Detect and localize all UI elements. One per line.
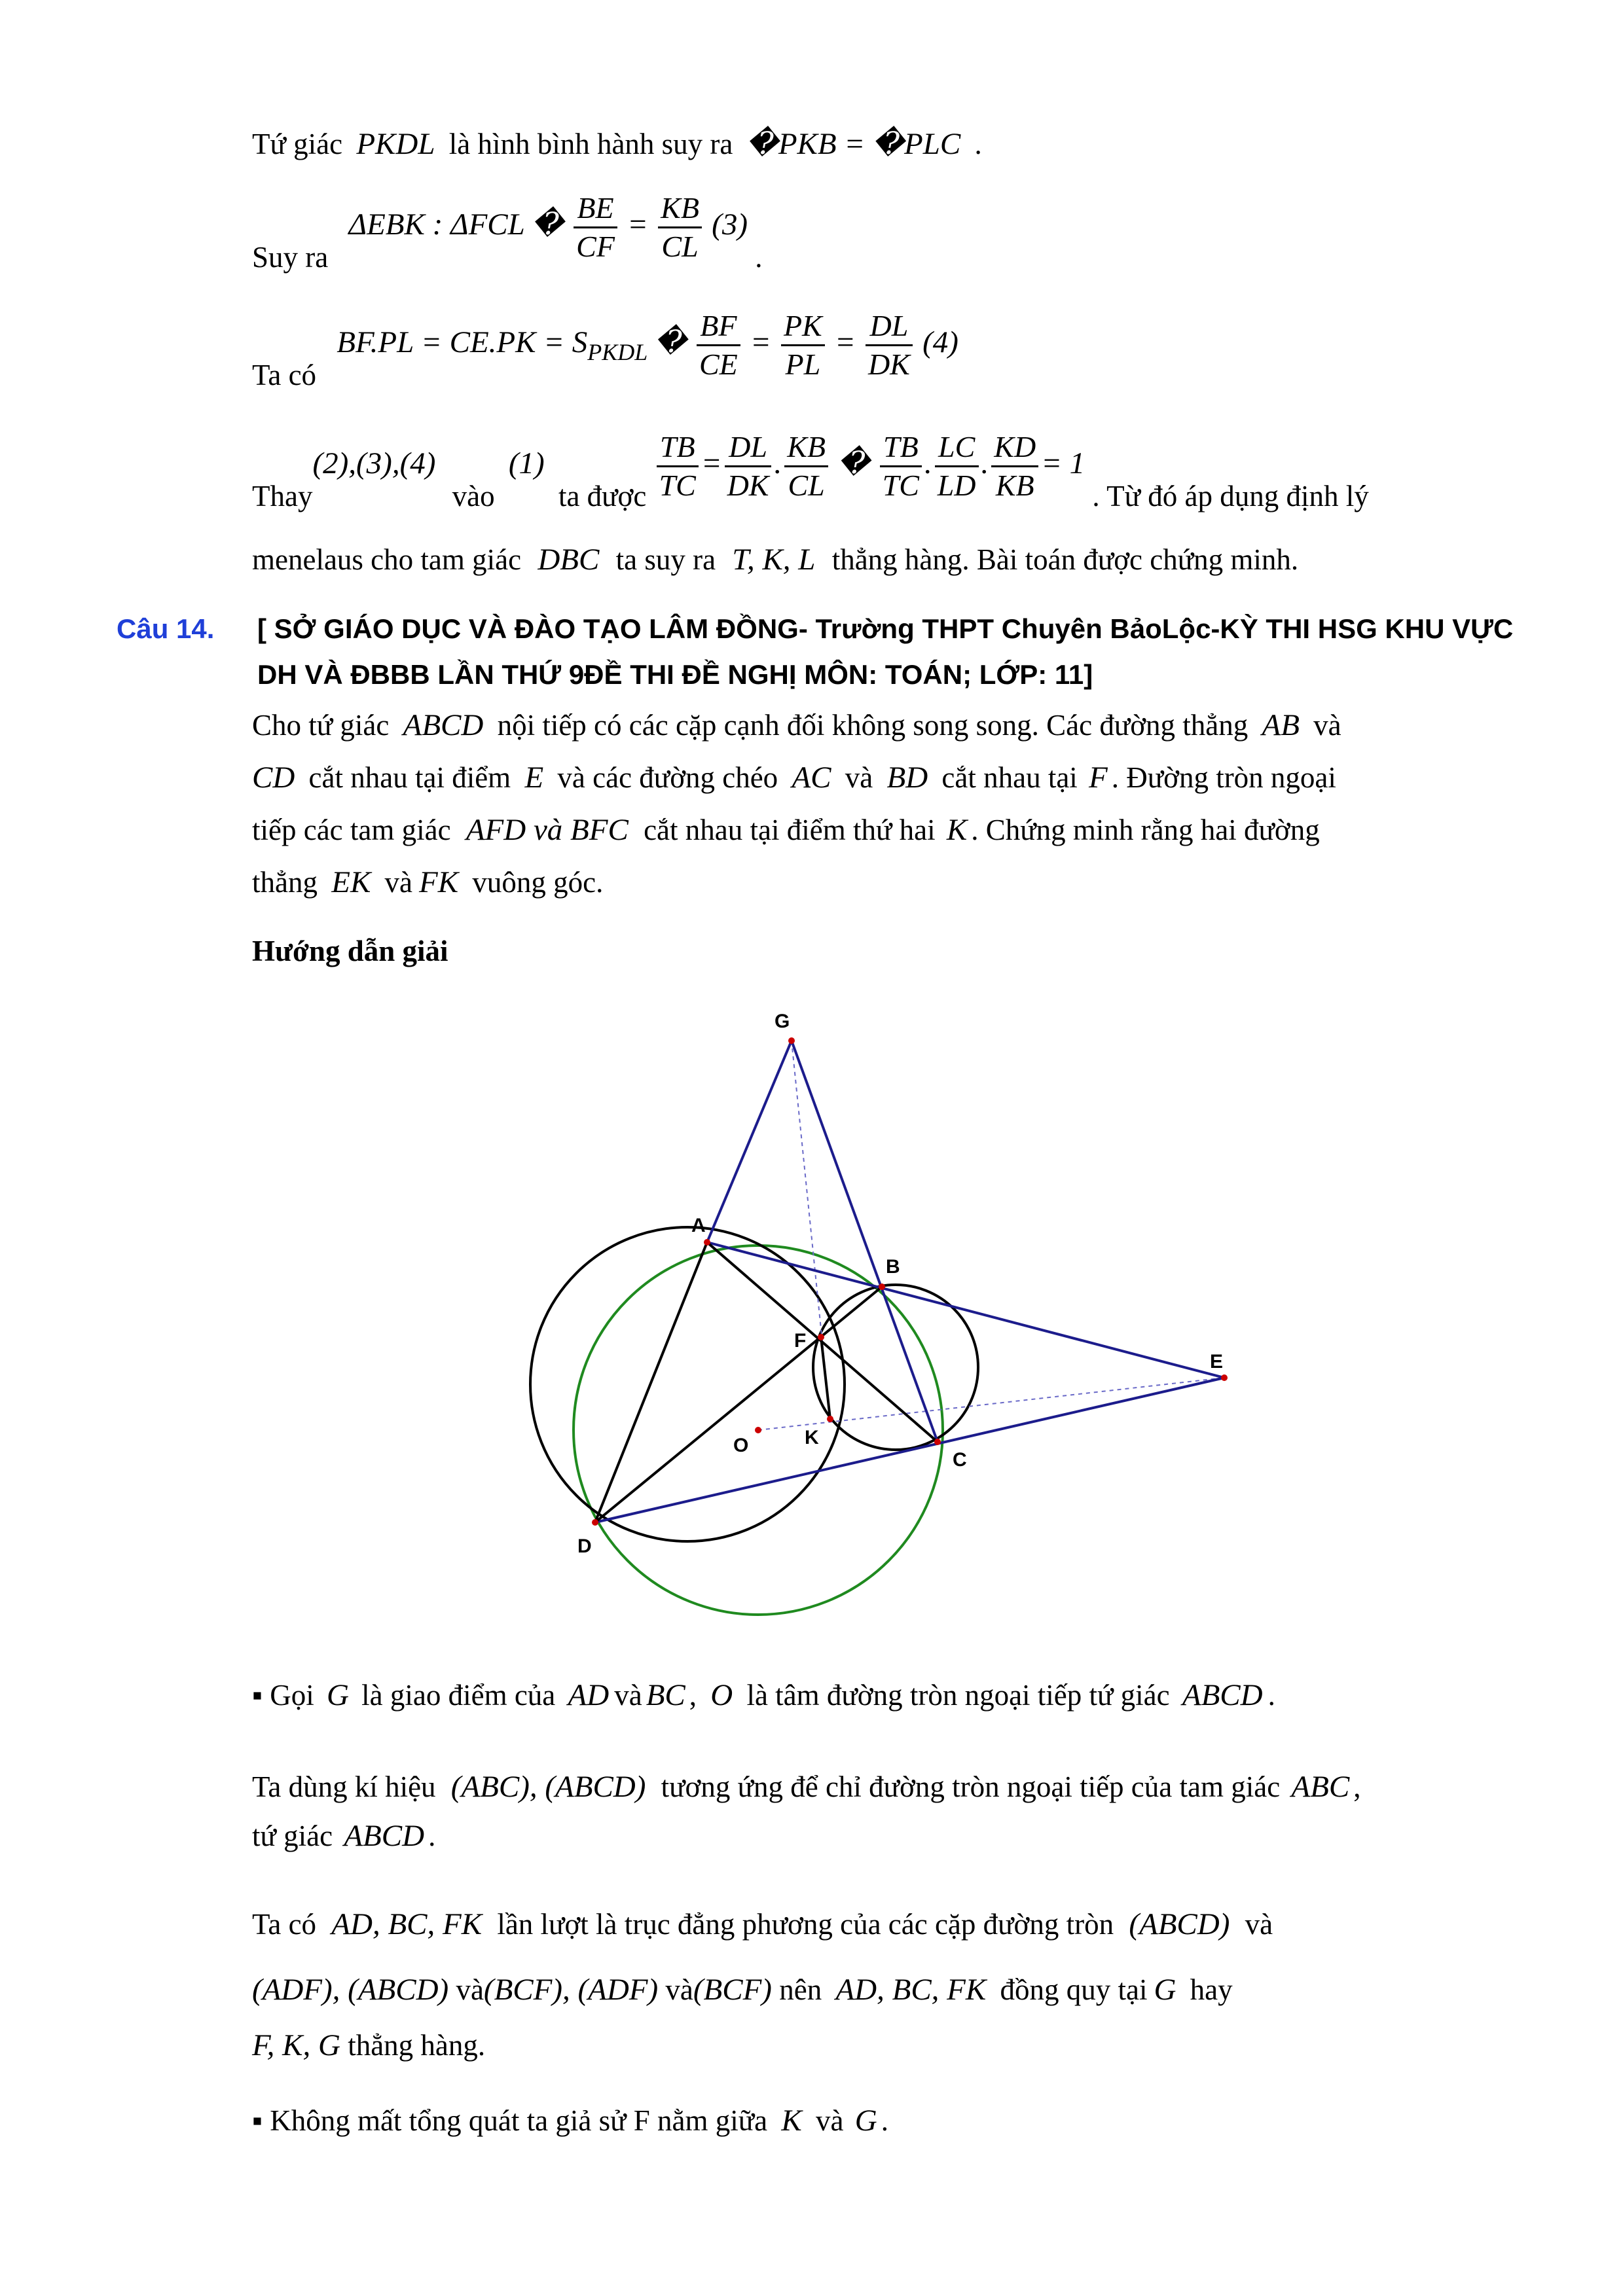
math: (ADF), (ABCD): [252, 1973, 449, 2007]
text: thẳng hàng. Bài toán được chứng minh.: [831, 543, 1299, 576]
math: G: [326, 1678, 349, 1712]
solution-line-4: ▪ Không mất tổng quát ta giả sử F nằm giữa K và G .: [252, 2104, 888, 2138]
math: BD: [886, 761, 928, 795]
math-subscript: PKDL: [587, 338, 648, 365]
text: .: [755, 240, 763, 274]
circle-bcf: [813, 1285, 978, 1450]
math: =: [750, 325, 771, 359]
math: (BCF): [693, 1973, 772, 2007]
math: BF.PL = CE.PK = S: [337, 325, 588, 359]
math: G: [854, 2104, 877, 2138]
label-c: C: [953, 1449, 967, 1471]
fraction: $\frac{PK}{PL}$: [781, 308, 825, 383]
solution-line-2b: tứ giác ABCD .: [252, 1819, 436, 1853]
bullet-icon: ▪: [252, 1679, 263, 1712]
math: (1): [508, 446, 545, 480]
fraction: $\frac{BF}{CE}$: [697, 308, 740, 383]
text: . Từ đó áp dụng định lý: [1092, 479, 1369, 512]
math: AC: [792, 761, 831, 795]
points: [592, 1037, 1228, 1526]
math: �: [655, 325, 687, 359]
label-a: A: [691, 1215, 706, 1236]
solution-line-3c: F, K, G thẳng hàng.: [252, 2028, 486, 2062]
solution-line-2: Ta dùng kí hiệu (ABC), (ABCD) tương ứng để chỉ đường tròn ngoại tiếp của tam giác ABC ,: [252, 1770, 1361, 1804]
math: CD: [252, 761, 295, 795]
text: Suy ra: [252, 240, 329, 274]
math: = 1: [1041, 446, 1085, 480]
text: Tứ giác: [252, 128, 343, 160]
text: menelaus cho tam giác: [252, 543, 522, 576]
math: PKDL: [356, 127, 435, 161]
math: AD, BC, FK: [331, 1907, 483, 1941]
math: F, K, G: [252, 2028, 340, 2062]
math: ABCD: [1182, 1678, 1263, 1712]
fraction: $\frac{KD}{KB}$: [991, 429, 1038, 504]
math: DBC: [538, 543, 600, 577]
math: AD, BC, FK: [835, 1973, 987, 2007]
fraction: $\frac{LC}{LD}$: [935, 429, 979, 504]
label-b: B: [886, 1256, 900, 1278]
math: .: [981, 446, 989, 480]
math: (BCF), (ADF): [483, 1973, 659, 2007]
problem-line-3: tiếp các tam giác AFD và BFC cắt nhau tại điểm thứ hai K . Chứng minh rằng hai đường: [252, 813, 1320, 847]
math: .: [774, 446, 782, 480]
math: �PKB = �PLC: [746, 127, 961, 161]
math: (ABCD): [1129, 1907, 1230, 1941]
text: Thay: [252, 479, 313, 512]
label-g: G: [775, 1011, 790, 1032]
fraction: $\frac{KB}{CL}$: [658, 190, 702, 265]
circle-adf: [530, 1227, 845, 1541]
label-k: K: [805, 1427, 819, 1448]
problem-line-2: CD cắt nhau tại điểm E và các đường chéo AC và BD cắt nhau tại F . Đường tròn ngoại: [252, 761, 1336, 795]
label-o: O: [733, 1435, 749, 1456]
text: vào: [452, 479, 495, 512]
question-title-line-1: [ SỞ GIÁO DỤC VÀ ĐÀO TẠO LÂM ĐỒNG- Trường THPT Chuyên BảoLộc-KỲ THI HSG KHU VỰC: [257, 613, 1514, 644]
fraction: $\frac{BE}{CF}$: [574, 190, 617, 265]
math: AD: [568, 1678, 610, 1712]
fraction: $\frac{TB}{TC}$: [880, 429, 922, 504]
question-label: Câu 14.: [117, 613, 215, 644]
text: ta suy ra: [615, 543, 716, 576]
guide-heading: Hướng dẫn giải: [252, 935, 448, 967]
math: ΔEBK : ΔFCL �: [348, 207, 564, 242]
label-f: F: [794, 1330, 807, 1352]
text: ta được: [558, 479, 647, 512]
math: =: [627, 207, 648, 242]
solution-line-3: Ta có AD, BC, FK lần lượt là trục đẳng phương của các cặp đường tròn (ABCD) và: [252, 1907, 1273, 1941]
math: ABCD: [403, 708, 484, 742]
math: (3): [712, 207, 748, 242]
solution-line-1: ▪ Gọi G là giao điểm của AD và BC , O là tâm đường tròn ngoại tiếp tứ giác ABCD .: [252, 1678, 1275, 1712]
math: AB: [1262, 708, 1300, 742]
math: AFD và BFC: [465, 813, 629, 847]
solution-line-3b: (ADF), (ABCD) và(BCF), (ADF) và(BCF) nên AD, BC, FK đồng quy tại G hay: [252, 1973, 1233, 2007]
fraction: $\frac{TB}{TC}$: [657, 429, 699, 504]
question-title-line-2: DH VÀ ĐBBB LẦN THỨ 9ĐỀ THI ĐỀ NGHỊ MÔN: TOÁN; LỚP: 11]: [257, 659, 1093, 690]
math: EK: [331, 865, 371, 899]
fraction: $\frac{KB}{CL}$: [784, 429, 828, 504]
math: (4): [922, 325, 958, 359]
text: .: [974, 128, 982, 160]
math: =: [834, 325, 856, 359]
problem-line-1: Cho tứ giác ABCD nội tiếp có các cặp cạnh đối không song song. Các đường thẳng AB và: [252, 708, 1341, 742]
fraction: $\frac{DL}{DK}$: [866, 308, 913, 383]
math: ABC: [1291, 1770, 1350, 1804]
problem-line-4: thẳng EK và FK vuông góc.: [252, 865, 604, 899]
bullet-icon: ▪: [252, 2104, 263, 2137]
math: G: [1154, 1973, 1176, 2007]
math: �: [838, 446, 870, 480]
math: O: [710, 1678, 733, 1712]
label-e: E: [1210, 1351, 1224, 1372]
fraction: $\frac{DL}{DK}$: [725, 429, 772, 504]
math: E: [524, 761, 544, 795]
math: FK: [419, 865, 459, 899]
math: =: [701, 446, 722, 480]
math: (ABC), (ABCD): [450, 1770, 646, 1804]
math: F: [1089, 761, 1108, 795]
math: ABCD: [344, 1819, 425, 1853]
math: .: [924, 446, 932, 480]
math: T, K, L: [732, 543, 816, 577]
text: Ta có: [252, 358, 317, 391]
label-d: D: [577, 1535, 592, 1557]
math: BC: [646, 1678, 685, 1712]
blue-lines: [595, 1041, 1224, 1522]
math: K: [946, 813, 968, 847]
math: (2),(3),(4): [312, 446, 436, 480]
text: là hình bình hành suy ra: [448, 128, 733, 160]
math: K: [781, 2104, 802, 2138]
